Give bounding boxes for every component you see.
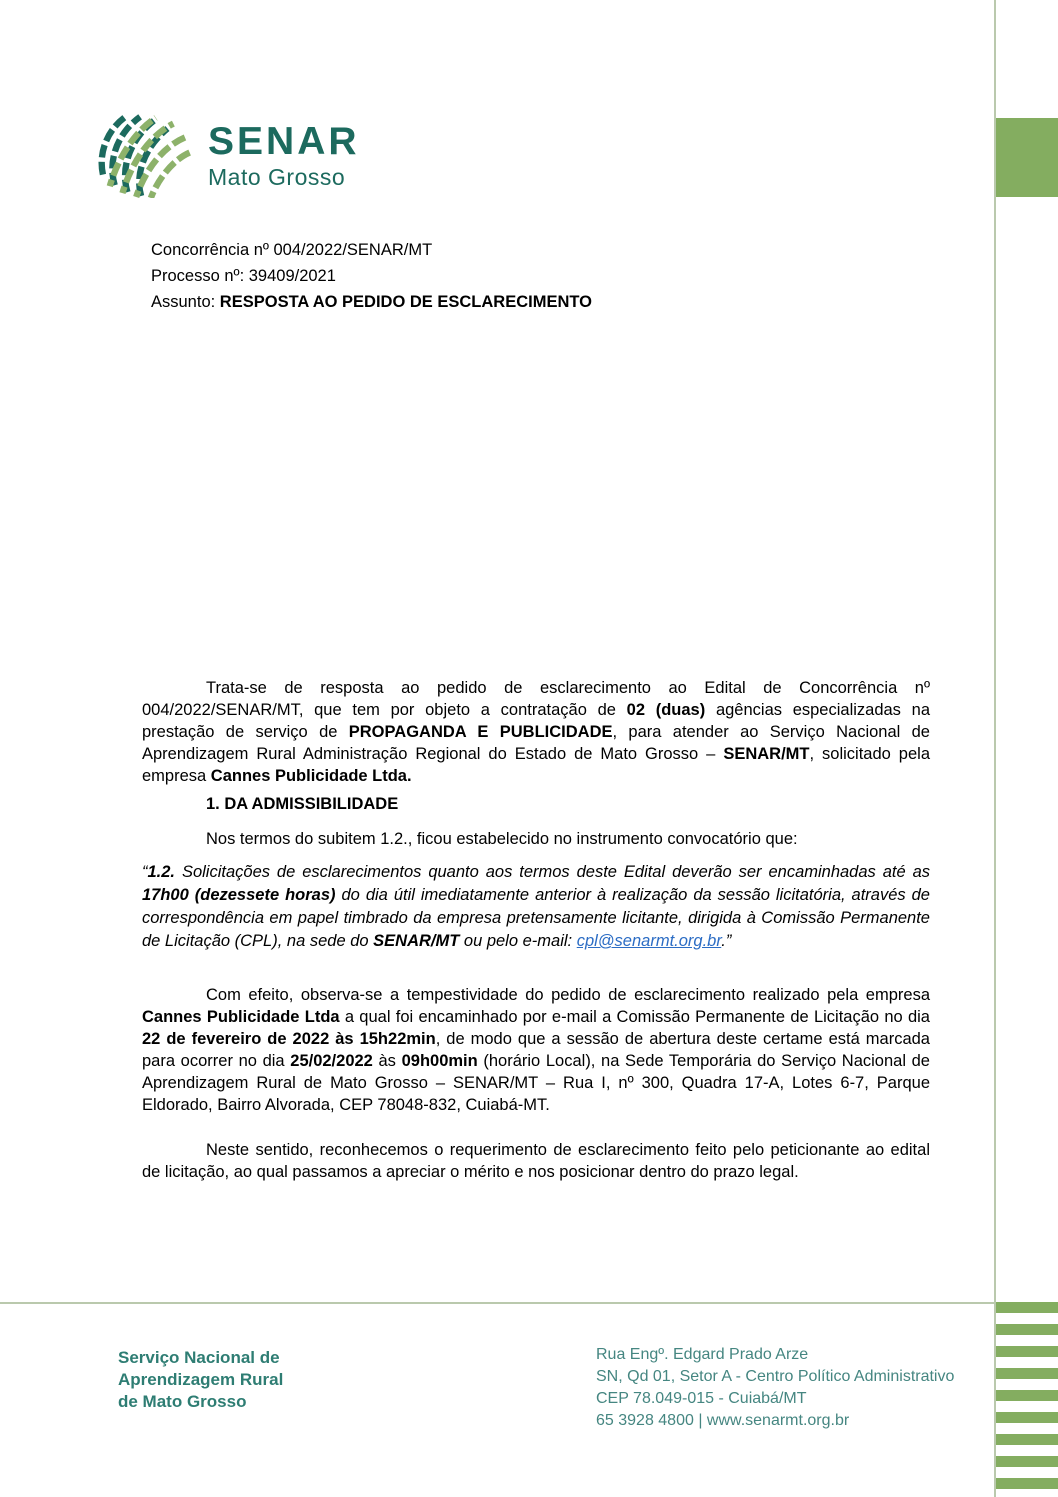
footer-address-line: 65 3928 4800 | www.senarmt.org.br [596, 1412, 850, 1429]
footer-address [596, 1344, 954, 1432]
text-run: do dia útil imediatamente anterior à realização da sessão licitatória, através de correspondência em papel timbrado da empresa pretensamente licitante, dirigida à Comissão Permanente de Licitação (CPL), na sede do [142, 886, 930, 950]
paragraph-com-efeito [142, 984, 930, 1116]
senar-logo [94, 108, 360, 198]
footer-organization [118, 1347, 283, 1413]
footer-address-line: CEP 78.049-015 - Cuiabá/MT [596, 1390, 807, 1407]
header-assunto [151, 289, 592, 315]
text-run-bold: SENAR/MT [373, 932, 460, 950]
text-run-bold: 17h00 (dezessete horas) [142, 886, 336, 904]
text-run-bold: PROPAGANDA E PUBLICIDADE [348, 723, 613, 741]
text-run: Com efeito, observa-se a tempestividade do pedido de esclarecimento realizado pela empresa [206, 986, 930, 1004]
text-run: , de modo que a sessão de abertura deste certame está marcada para ocorrer no dia [142, 1030, 930, 1070]
paragraph-intro [142, 677, 930, 787]
logo-text [208, 108, 360, 191]
text-run: ou pelo e-mail: [459, 932, 577, 950]
footer-address-line: SN, Qd 01, Setor A - Centro Político Administrativo [596, 1368, 955, 1385]
bottom-right-green-stripes [996, 1302, 1058, 1497]
text-run-bold: SENAR/MT [723, 745, 810, 763]
text-run: Trata-se de resposta ao pedido de esclarecimento ao Edital de Concorrência nº 004/2022/SENAR/MT, que tem por objeto a contratação de [142, 679, 930, 719]
text-run: .” [721, 932, 732, 950]
email-link[interactable]: cpl@senarmt.org.br [576, 932, 722, 950]
text-run-bold: 09h00min [401, 1052, 478, 1070]
paragraph-nos-termos: Nos termos do subitem 1.2., ficou estabelecido no instrumento convocatório que: [206, 830, 798, 848]
text-run-bold: 02 (duas) [626, 701, 706, 719]
section-heading-admissibilidade: 1. DA ADMISSIBILIDADE [206, 795, 399, 813]
footer-org-line: Aprendizagem Rural [118, 1370, 284, 1389]
text-run-bold: 22 de fevereiro de 2022 às 15h22min [142, 1030, 436, 1048]
right-edge-rule [994, 0, 996, 1497]
text-run-bold: 1.2. [147, 863, 176, 881]
footer-address-line: Rua Engº. Edgard Prado Arze [596, 1346, 809, 1363]
footer-divider-rule [0, 1302, 994, 1304]
document-header [151, 237, 592, 315]
text-run-bold: 25/02/2022 [290, 1052, 373, 1070]
assunto-label: Assunto: [151, 293, 220, 311]
text-run-bold: Cannes Publicidade Ltda [142, 1008, 340, 1026]
text-run: agências especializadas na prestação de serviço de [142, 701, 930, 741]
text-run: , para atender ao Serviço Nacional de Aprendizagem Rural Administração Regional do Estado de Mato Grosso – [142, 723, 930, 763]
footer-org-line: de Mato Grosso [118, 1392, 247, 1411]
text-run-bold: Cannes Publicidade Ltda. [210, 767, 412, 785]
wheat-sheaf-icon [94, 108, 196, 198]
top-right-green-square [996, 118, 1058, 197]
footer-org-line: Serviço Nacional de [118, 1348, 280, 1367]
text-run: às [372, 1052, 402, 1070]
text-run: “ [142, 863, 148, 881]
paragraph-neste-sentido: Neste sentido, reconhecemos o requerimento de esclarecimento feito pelo peticionante ao edital de licitação, ao qual passamos a apreciar o mérito e nos posicionar dentro do prazo legal. [142, 1141, 930, 1181]
logo-region-name: Mato Grosso [208, 163, 346, 190]
text-run: , solicitado pela empresa [142, 745, 930, 785]
header-processo: Processo nº: 39409/2021 [151, 267, 336, 285]
text-run: a qual foi encaminhado por e-mail a Comissão Permanente de Licitação no dia [339, 1008, 930, 1026]
paragraph-quote-1-2 [142, 861, 930, 953]
text-run: (horário Local), na Sede Temporária do Serviço Nacional de Aprendizagem Rural de Mato Grosso – SENAR/MT – Rua I, nº 300, Quadra 17-A, Lotes 6-7, Parque Eldorado, Bairro Alvorada, CEP 78048-832, Cuiabá-MT. [142, 1052, 930, 1114]
header-concorrencia: Concorrência nº 004/2022/SENAR/MT [151, 241, 433, 259]
assunto-value: RESPOSTA AO PEDIDO DE ESCLARECIMENTO [219, 293, 593, 311]
logo-brand-name: SENAR [208, 120, 360, 163]
text-run: Solicitações de esclarecimentos quanto aos termos deste Edital deverão ser encaminhadas até as [175, 863, 930, 881]
